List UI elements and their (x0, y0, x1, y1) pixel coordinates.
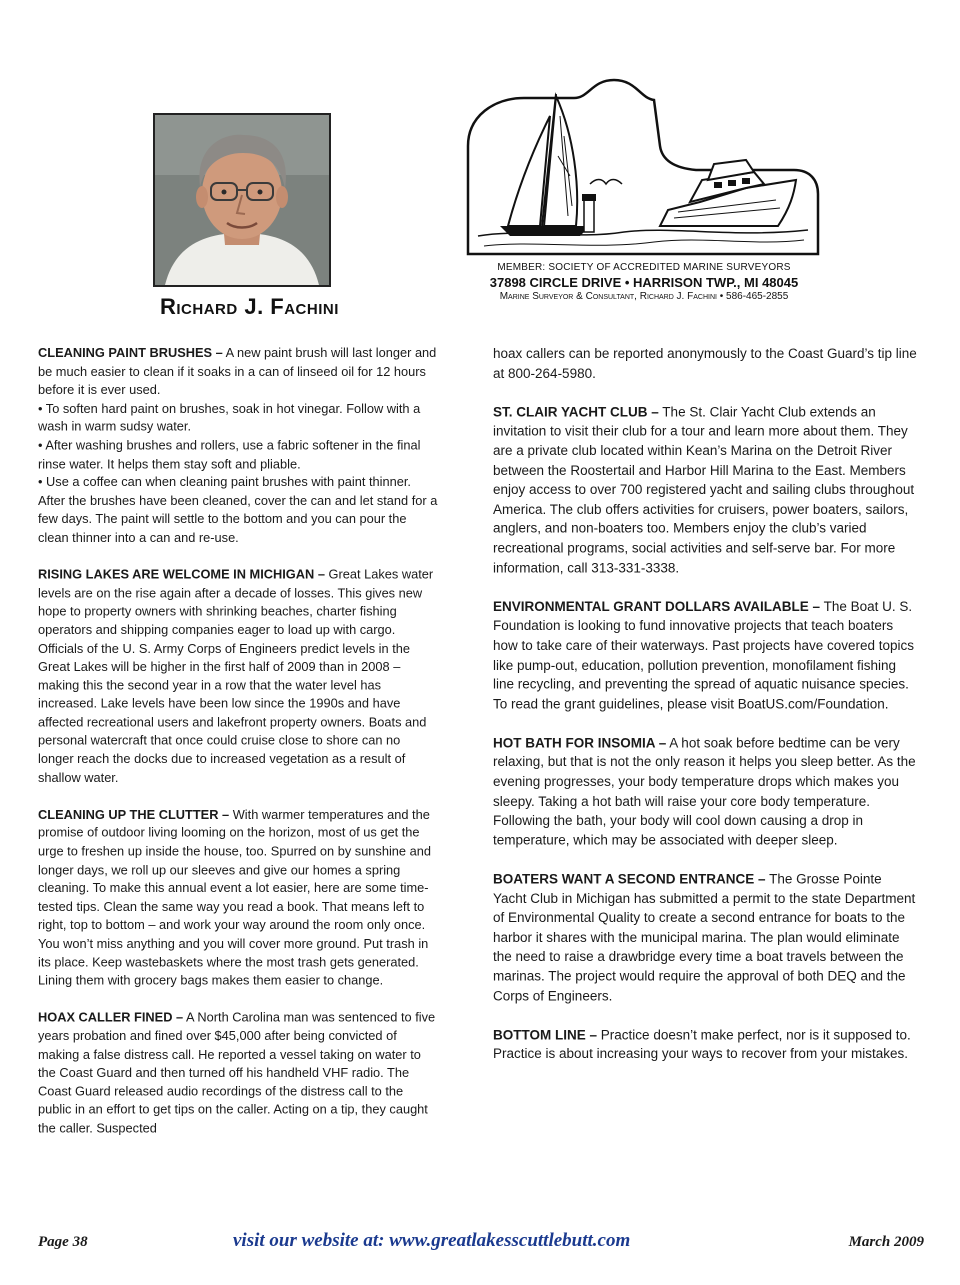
article-text: Great Lakes water levels are on the rise again after a decade of losses. This gives new hope to property owners with shrinking beaches, charter fishing operators and shipping companies eager to load up with cargo. Officials of the U. S. Army Corps of Engineers predict levels in the Great Lakes will be higher in the first half of 2009 than in 2008 – making this the second year in a row that the water level has increased. Lake levels have been low since the 1990s and have affected recreational users and lakefront property owners. Boats and personal watercraft that once could cruise close to shore can no longer reach the docks due to increased vegetation as a result of shallow water. (38, 567, 434, 785)
article-headline: RISING LAKES ARE WELCOME IN MICHIGAN – (38, 567, 325, 582)
article-paragraph: • After washing brushes and rollers, use a fabric softener in the final rinse water. It helps them stay soft and pliable. (38, 438, 421, 471)
article-second-entrance (493, 869, 918, 1005)
article-st-clair-yacht-club (493, 402, 918, 577)
article-paragraph (493, 733, 918, 850)
left-column (38, 344, 439, 1156)
article-paragraph (493, 402, 918, 577)
article-text: The St. Clair Yacht Club extends an invitation to visit their club for a tour and learn more about them. They are a private club located within Kean’s Marina on the Detroit River between the Roostertail and Harbor Hill Marina to the East. Members enjoy access to over 700 registered yacht and sailing clubs throughout America. The club offers activities for cruisers, power boaters, sailors, anglers, and non-boaters too. Members enjoy the club’s varied recreational programs, social activities and self-serve bar. For more information, call 313-331-3338. (493, 404, 915, 575)
article-paragraph (493, 597, 918, 714)
author-photo (153, 113, 331, 287)
article-paragraph: • To soften hard paint on brushes, soak in hot vinegar. Follow with a wash in warm sudsy water. (38, 401, 421, 434)
article-text: A hot soak before bedtime can be very relaxing, but that is not the only reason it helps you sleep better. As the evening progresses, your body temperature drops which makes you sleepy. Taking a hot bath will raise your core body temperature. Following the bath, your body will cool down causing a drop in temperature, which may be associated with deeper sleep. (493, 735, 916, 848)
article-paragraph (38, 344, 439, 399)
article-paragraph (493, 869, 918, 1005)
article-cleaning-clutter (38, 805, 439, 990)
article-headline: HOT BATH FOR INSOMIA – (493, 735, 667, 751)
article-headline: CLEANING UP THE CLUTTER – (38, 807, 230, 822)
article-hot-bath (493, 733, 918, 850)
article-paragraph (493, 1025, 918, 1064)
page-number: Page 38 (38, 1234, 88, 1250)
article-hoax-continuation (493, 344, 918, 383)
article-text: A North Carolina man was sentenced to five years probation and fined over $45,000 after being convicted of making a false distress call. He reported a vessel taking on water to the Coast Guard and then turned off his handheld VHF radio. The Coast Guard released audio recordings of the distress call to the public in an effort to get tips on the caller. Acting on a tip, they caught the caller. Suspected (38, 1010, 436, 1136)
article-text: The Grosse Pointe Yacht Club in Michigan has submitted a permit to the state Department of Environmental Quality to create a second entrance for boats to the harbor it shares with the municipal marina. The plan would eliminate the need to raise a drawbridge every time a boat travels between the marinas. The project would require the approval of both DEQ and the Corps of Engineers. (493, 871, 916, 1004)
right-column (493, 344, 918, 1084)
issue-date: March 2009 (848, 1234, 924, 1250)
article-cleaning-paint-brushes (38, 344, 439, 547)
article-text: Practice doesn’t make perfect, nor is it supposed to. Practice is about increasing your ways to recover from your mistakes. (493, 1027, 911, 1062)
membership-line: MEMBER: SOCIETY OF ACCREDITED MARINE SURVEYORS (497, 262, 791, 273)
surveyor-logo (464, 76, 822, 259)
article-text: A new paint brush will last longer and be much easier to clean if it soaks in a can of linseed oil for 12 hours before it is ever used. (38, 345, 437, 397)
article-headline: HOAX CALLER FINED – (38, 1010, 184, 1025)
article-headline: BOTTOM LINE – (493, 1027, 598, 1043)
article-hoax-caller (38, 1008, 439, 1137)
article-text: The Boat U. S. Foundation is looking to fund innovative projects that teach boaters how to take care of their waterways. Past projects have covered topics like pump-out, education, pollution prevention, monofilament fishing line recycling, and preventing the spread of aquatic nuisance species. To read the grant guidelines, please visit BoatUS.com/Foundation. (493, 598, 915, 712)
article-bottom-line (493, 1025, 918, 1064)
article-headline: BOATERS WANT A SECOND ENTRANCE – (493, 871, 766, 887)
address-line: 37898 CIRCLE DRIVE • HARRISON TWP., MI 48045 (489, 274, 799, 290)
article-paragraph: • Use a coffee can when cleaning paint brushes with paint thinner. After the brushes have been cleaned, cover the can and let stand for a few days. The paint will settle to the bottom and you can pour the clean thinner into a can and re-use. (38, 475, 438, 545)
page-footer (0, 1230, 960, 1260)
article-headline: CLEANING PAINT BRUSHES – (38, 345, 223, 361)
surveyor-caption (470, 262, 818, 303)
article-text: With warmer temperatures and the promise of outdoor living looming on the horizon, most of us get the urge to freshen up inside the house, too. Spurred on by sunshine and longer days, we roll up our sleeves and give our homes a spring cleaning. To make this annual event a lot easier, here are some time-tested tips. Clean the same way you read a book. That means left to right, top to bottom – and work your way around the room only once. You won’t miss anything and you will cover more ground. Put trash in its place. Keep wastebaskets where the most trash gets generated. Lining them with grocery bags makes them easier to change. (38, 807, 431, 988)
article-paragraph: hoax callers can be reported anonymously to the Coast Guard’s tip line at 800-264-5980. (493, 345, 917, 381)
article-paragraph (38, 1008, 439, 1137)
website-link[interactable]: visit our website at: www.greatlakesscuttlebutt.com (233, 1230, 631, 1251)
author-name: Richard J. Fachini (160, 294, 339, 319)
article-headline: ST. CLAIR YACHT CLUB – (493, 404, 659, 420)
article-headline: ENVIRONMENTAL GRANT DOLLARS AVAILABLE – (493, 598, 821, 614)
article-paragraph (38, 565, 439, 786)
article-paragraph (38, 805, 439, 990)
article-environmental-grant (493, 597, 918, 714)
article-rising-lakes (38, 565, 439, 786)
consultant-line: Marine Surveyor & Consultant, Richard J. Fachini • 586-465-2855 (499, 290, 789, 302)
